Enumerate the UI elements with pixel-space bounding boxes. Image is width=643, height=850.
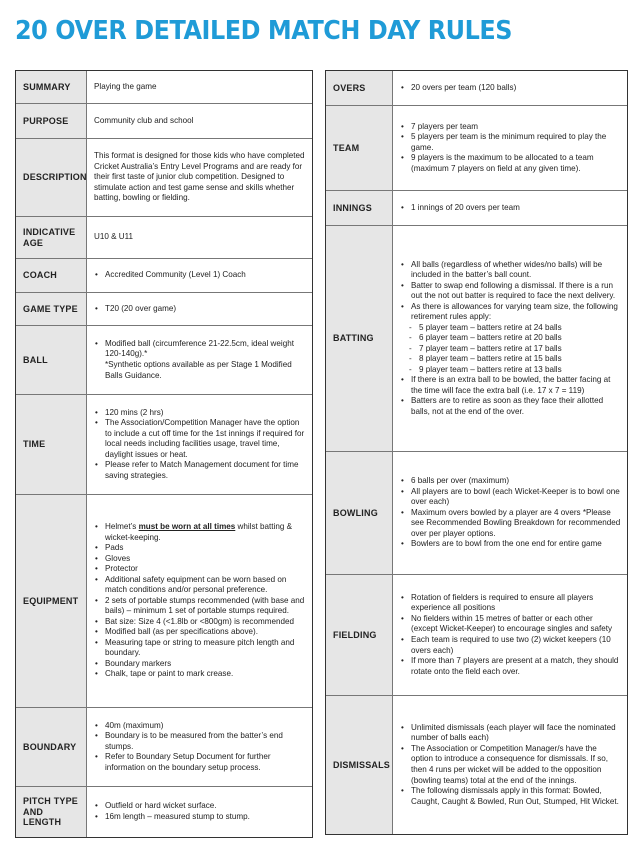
list-item: • Measuring tape or string to measure pitch length and boundary. bbox=[94, 638, 306, 659]
list-item: • Batters are to retire as soon as they face their allotted balls, not at the end of the over. bbox=[400, 396, 621, 417]
list-item: • 16m length – measured stump to stump. bbox=[94, 812, 306, 823]
value-bowling bbox=[400, 476, 621, 550]
row-indicative-age bbox=[16, 216, 312, 258]
label-overs: OVERS bbox=[326, 71, 393, 105]
list-item: • Modified ball (circumference 21-22.5cm, ideal weight 120-140g).* bbox=[94, 339, 306, 360]
list-item: • No fielders within 15 metres of batter or each other (except Wicket-Keeper) to encourage singles and safety bbox=[400, 614, 621, 635]
value-equipment bbox=[94, 522, 306, 680]
list-item: • Unlimited dismissals (each player will face the nominated number of balls each) bbox=[400, 723, 621, 744]
list-item: • 120 mins (2 hrs) bbox=[94, 408, 306, 419]
value-game-type bbox=[94, 304, 306, 315]
label-ball: BALL bbox=[16, 326, 87, 394]
list-item: • 40m (maximum) bbox=[94, 721, 306, 732]
sub-list-item: - 6 player team – batters retire at 20 balls bbox=[400, 333, 621, 344]
label-innings: INNINGS bbox=[326, 191, 393, 225]
row-time bbox=[16, 394, 312, 494]
list-item: • 7 players per team bbox=[400, 122, 621, 133]
list-item: • Boundary markers bbox=[94, 659, 306, 670]
list-note: *Synthetic options available as per Stage 1 Modified Balls Guidance. bbox=[105, 360, 292, 380]
list-item: • Bat size: Size 4 (<1.8lb or <800gm) is recommended bbox=[94, 617, 306, 628]
list-item: • Additional safety equipment can be worn based on match conditions and/or personal preference. bbox=[94, 575, 306, 596]
page-title: 20 OVER DETAILED MATCH DAY RULES bbox=[15, 16, 513, 46]
sub-list-item: - 7 player team – batters retire at 17 balls bbox=[400, 344, 621, 355]
row-equipment bbox=[16, 494, 312, 707]
value-innings bbox=[400, 203, 621, 214]
row-batting bbox=[326, 225, 627, 451]
row-team bbox=[326, 105, 627, 190]
list-item: • Protector bbox=[94, 564, 306, 575]
list-item: • 20 overs per team (120 balls) bbox=[400, 83, 621, 94]
value-boundary bbox=[94, 721, 306, 774]
list-item: • Accredited Community (Level 1) Coach bbox=[94, 270, 306, 281]
row-dismissals bbox=[326, 695, 627, 834]
label-game-type: GAME TYPE bbox=[16, 293, 87, 325]
row-innings bbox=[326, 190, 627, 225]
label-equipment: EQUIPMENT bbox=[16, 495, 87, 707]
row-boundary bbox=[16, 707, 312, 786]
list-item: • The Association or Competition Manager/s have the option to introduce a consequence for dismissals. If so, then 4 runs per wicket will be added to the opposition (bowling teams) total at the end of the innings. bbox=[400, 744, 621, 786]
list-item: • 1 innings of 20 overs per team bbox=[400, 203, 621, 214]
label-time: TIME bbox=[16, 395, 87, 494]
sub-list-item: - 9 player team – batters retire at 13 balls bbox=[400, 365, 621, 376]
value-age: U10 & U11 bbox=[94, 232, 133, 242]
row-bowling bbox=[326, 451, 627, 574]
list-item: • Gloves bbox=[94, 554, 306, 565]
list-item: • All players are to bowl (each Wicket-Keeper is to bowl one over each) bbox=[400, 487, 621, 508]
value-description: This format is designed for those kids who have completed Cricket Australia’s Entry Level Programs and are ready for their first taste of junior club competition. Designed to stimulate action and test game sense and skills whether batting, bowling or fielding. bbox=[94, 151, 305, 203]
list-item: • All balls (regardless of whether wides/no balls) will be included in the batter’s ball count. bbox=[400, 260, 621, 281]
sub-list-item: - 8 player team – batters retire at 15 balls bbox=[400, 354, 621, 365]
list-item: • Modified ball (as per specifications above). bbox=[94, 627, 306, 638]
list-item: • Boundary is to be measured from the batter’s end stumps. bbox=[94, 731, 306, 752]
list-item: • As there is allowances for varying team size, the following retirement rules apply: bbox=[400, 302, 621, 323]
list-item: • 6 balls per over (maximum) bbox=[400, 476, 621, 487]
emphasis-text: must be worn at all times bbox=[138, 522, 236, 532]
row-purpose bbox=[16, 103, 312, 138]
value-time bbox=[94, 408, 306, 482]
value-purpose: Community club and school bbox=[94, 115, 194, 125]
label-team: TEAM bbox=[326, 106, 393, 190]
value-team bbox=[400, 122, 621, 175]
value-fielding bbox=[400, 593, 621, 677]
list-item: • The Association/Competition Manager have the option to include a cut off time for the 1st innings if required for local needs including facilities usage, travel time, daylight issues or heat. bbox=[94, 418, 306, 460]
label-fielding: FIELDING bbox=[326, 575, 393, 695]
label-age: INDICATIVE AGE bbox=[16, 217, 87, 258]
label-summary: SUMMARY bbox=[16, 71, 87, 103]
row-overs bbox=[326, 71, 627, 105]
row-pitch bbox=[16, 786, 312, 837]
row-coach bbox=[16, 258, 312, 292]
label-coach: COACH bbox=[16, 259, 87, 292]
value-ball bbox=[94, 339, 306, 381]
list-item: • The following dismissals apply in this format: Bowled, Caught, Caught & Bowled, Run Out, Stumped, Hit Wicket. bbox=[400, 786, 621, 807]
list-item: • If more than 7 players are present at a match, they should rotate onto the field each over. bbox=[400, 656, 621, 677]
list-item: • Chalk, tape or paint to mark crease. bbox=[94, 669, 306, 680]
list-item: • 2 sets of portable stumps recommended (with base and bails) – minimum 1 set of portable stumps required. bbox=[94, 596, 306, 617]
label-bowling: BOWLING bbox=[326, 452, 393, 574]
row-description bbox=[16, 138, 312, 216]
list-item: • Bowlers are to bowl from the one end for entire game bbox=[400, 539, 621, 550]
value-batting bbox=[400, 260, 621, 418]
label-purpose: PURPOSE bbox=[16, 104, 87, 138]
left-rules-table bbox=[15, 70, 313, 838]
right-rules-table bbox=[325, 70, 628, 835]
row-fielding bbox=[326, 574, 627, 695]
row-game-type bbox=[16, 292, 312, 325]
label-boundary: BOUNDARY bbox=[16, 708, 87, 786]
list-item: • 5 players per team is the minimum required to play the game. bbox=[400, 132, 621, 153]
row-ball bbox=[16, 325, 312, 394]
list-item: • If there is an extra ball to be bowled, the batter facing at the time will face the extra ball (i.e. 17 x 7 = 119) bbox=[400, 375, 621, 396]
label-pitch: PITCH TYPE AND LENGTH bbox=[16, 787, 87, 837]
list-item: • Refer to Boundary Setup Document for further information on the boundary setup process. bbox=[94, 752, 306, 773]
list-item: • Maximum overs bowled by a player are 4 overs *Please see Recommended Bowling Breakdown for recommended over per player options. bbox=[400, 508, 621, 540]
label-description: DESCRIPTION bbox=[16, 139, 87, 216]
list-item: • T20 (20 over game) bbox=[94, 304, 306, 315]
value-pitch bbox=[94, 801, 306, 822]
value-summary: Playing the game bbox=[94, 81, 157, 91]
sub-list-item: - 5 player team – batters retire at 24 balls bbox=[400, 323, 621, 334]
value-coach bbox=[94, 270, 306, 281]
label-batting: BATTING bbox=[326, 226, 393, 451]
list-item: • Batter to swap end following a dismissal. If there is a run out the not out batter is required to face the next delivery. bbox=[400, 281, 621, 302]
list-item: • Outfield or hard wicket surface. bbox=[94, 801, 306, 812]
label-dismissals: DISMISSALS bbox=[326, 696, 393, 834]
list-item: • 9 players is the maximum to be allocated to a team (maximum 7 players on field at any given time). bbox=[400, 153, 621, 174]
list-item: • Please refer to Match Management document for time saving strategies. bbox=[94, 460, 306, 481]
list-item-helmet: • Helmet’s must be worn at all times whilst batting & wicket-keeping. bbox=[94, 522, 306, 543]
list-item: • Pads bbox=[94, 543, 306, 554]
value-dismissals bbox=[400, 723, 621, 807]
value-overs bbox=[400, 83, 621, 94]
list-item: • Each team is required to use two (2) wicket keepers (10 overs each) bbox=[400, 635, 621, 656]
row-summary bbox=[16, 71, 312, 103]
list-item: • Rotation of fielders is required to ensure all players experience all positions bbox=[400, 593, 621, 614]
